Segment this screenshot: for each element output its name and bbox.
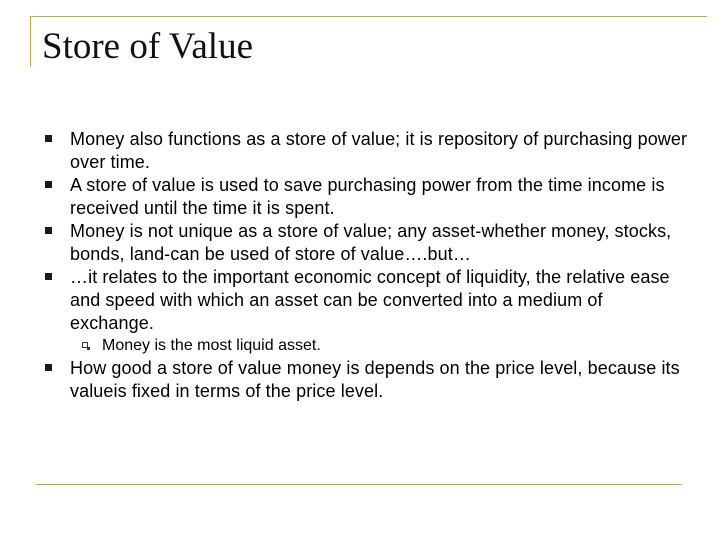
bullet-text: A store of value is used to save purchasing power from the time income is received until the time it is spent. bbox=[70, 175, 665, 218]
bullet-item bbox=[40, 174, 690, 220]
bottom-divider bbox=[36, 484, 682, 485]
bullet-text: How good a store of value money is depends on the price level, because its valueis fixed in terms of the price level. bbox=[70, 358, 680, 401]
square-bullet-icon bbox=[45, 364, 52, 371]
slide-title: Store of Value bbox=[42, 26, 253, 67]
square-bullet-icon bbox=[45, 227, 52, 234]
square-bullet-icon bbox=[45, 181, 52, 188]
bullet-item bbox=[40, 220, 690, 266]
hollow-square-bullet-icon bbox=[82, 342, 88, 348]
bullet-text: Money also functions as a store of value; it is repository of purchasing power over time. bbox=[70, 129, 688, 172]
bullet-text: …it relates to the important economic concept of liquidity, the relative ease and speed with which an asset can be converted into a medium of exchange. bbox=[70, 267, 670, 333]
square-bullet-icon bbox=[45, 273, 52, 280]
bullet-item bbox=[40, 357, 690, 403]
bullet-list bbox=[40, 128, 690, 403]
bullet-item bbox=[40, 128, 690, 174]
sub-bullet-item bbox=[82, 335, 690, 357]
sub-bullet-text: Money is the most liquid asset. bbox=[102, 337, 321, 354]
square-bullet-icon bbox=[45, 135, 52, 142]
bullet-item bbox=[40, 266, 690, 335]
bullet-text: Money is not unique as a store of value; any asset-whether money, stocks, bonds, land-can be used of store of value….but… bbox=[70, 221, 672, 264]
